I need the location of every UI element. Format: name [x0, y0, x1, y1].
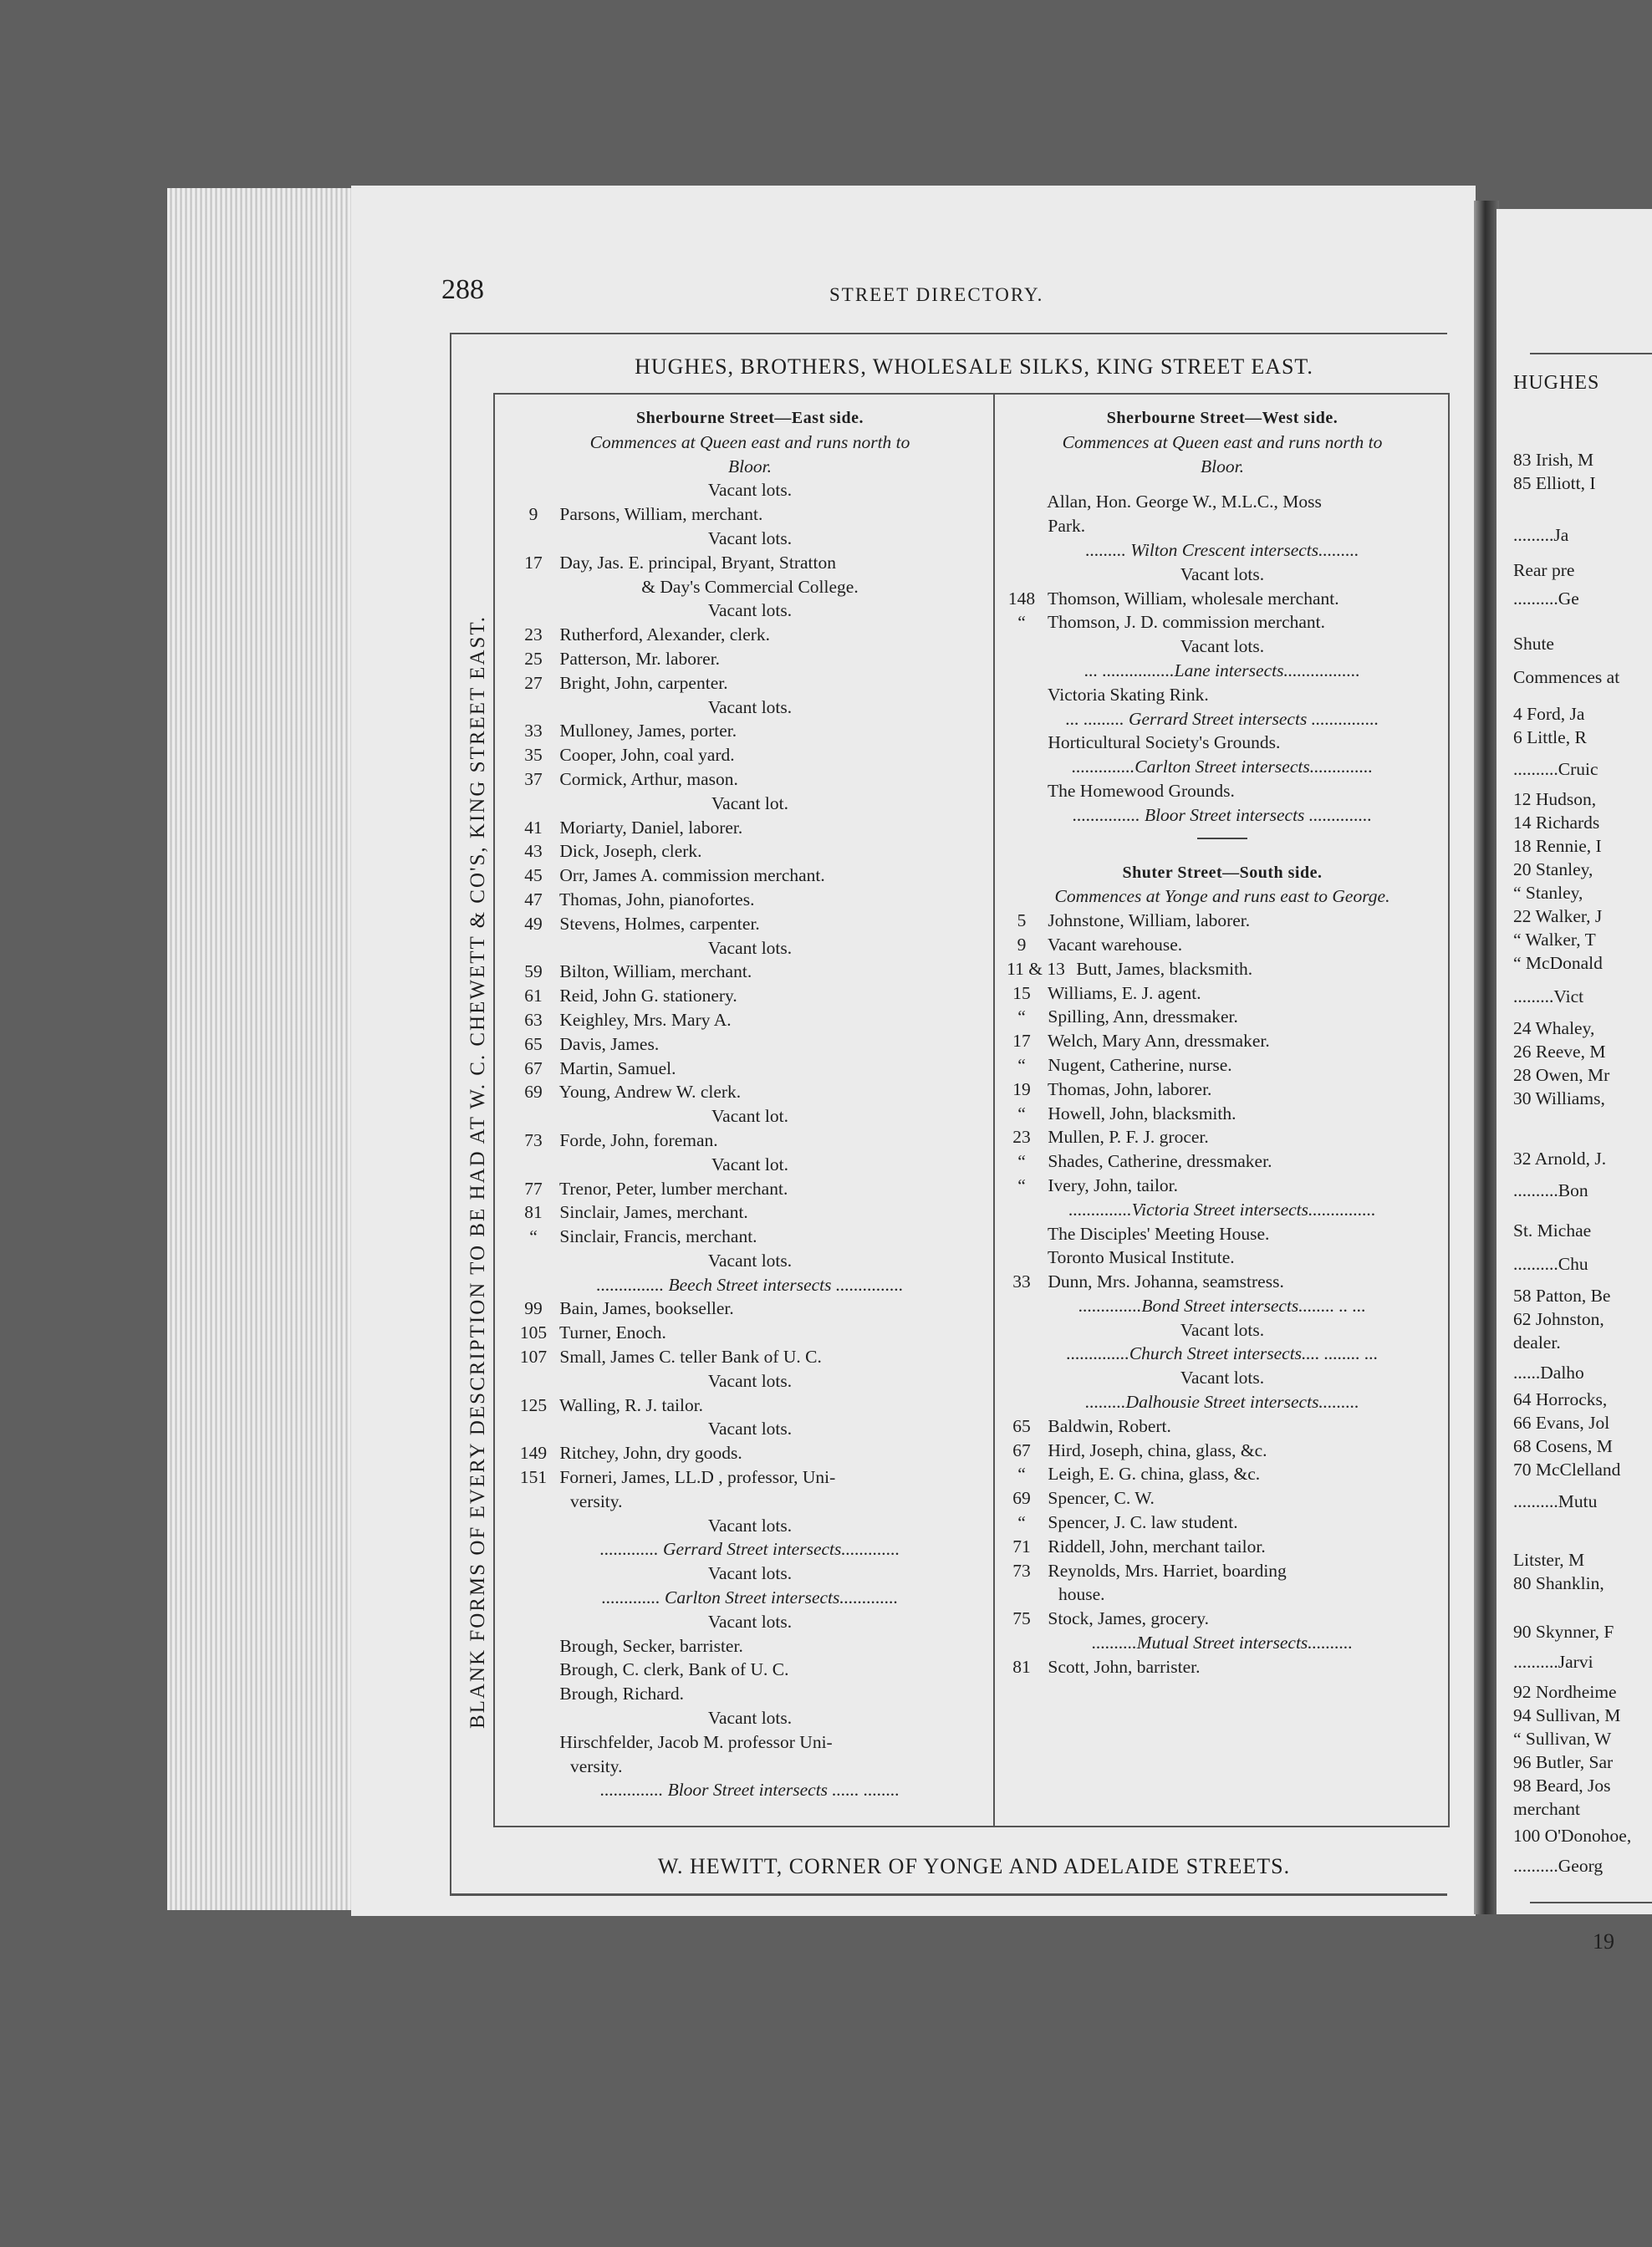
vacant-lot-line: Vacant lots.: [707, 480, 793, 501]
vacant-lot-line: & Day's Commercial College.: [641, 576, 859, 597]
intersection-line: ......... Wilton Crescent intersects.........: [1085, 539, 1359, 560]
intersection-line: ..............Church Street intersects.... ........ ...: [1066, 1343, 1379, 1364]
resident-name: Davis, James.: [555, 1033, 660, 1054]
continuation-line: versity.: [570, 1490, 623, 1511]
directory-entry: [512, 1080, 988, 1104]
intersection-line: .............. Bloor Street intersects ...... ........: [599, 1780, 900, 1801]
house-number: “: [529, 1226, 538, 1247]
adjacent-top-rule: [1530, 353, 1652, 354]
resident-name: Ritchey, John, dry goods.: [555, 1443, 742, 1464]
directory-entry: [1000, 1535, 1445, 1559]
house-number: 33: [524, 721, 543, 741]
directory-entry: [1000, 981, 1445, 1006]
adjacent-entry: ..........Chu: [1513, 1254, 1588, 1274]
house-number: 17: [524, 552, 543, 573]
house-number: 43: [524, 841, 543, 862]
resident-name: Nugent, Catherine, nurse.: [1043, 1054, 1232, 1075]
vacant-lot-line: Vacant lot.: [711, 792, 788, 813]
house-number: 11 & 13: [1007, 958, 1065, 979]
resident-name: Bain, James, bookseller.: [555, 1298, 734, 1319]
directory-entry: [512, 839, 988, 864]
adjacent-bottom-rule: [1530, 1902, 1652, 1903]
vacant-lot-line: Vacant lots.: [1180, 636, 1265, 657]
house-number: 69: [524, 1082, 543, 1103]
intersection-line: ... ................Lane intersects.................: [1084, 660, 1360, 680]
resident-name: The Homewood Grounds.: [1043, 780, 1235, 801]
resident-name: Martin, Samuel.: [555, 1057, 676, 1078]
directory-entry: [1000, 683, 1445, 707]
resident-name: Stevens, Holmes, carpenter.: [555, 913, 760, 934]
resident-name: Parsons, William, merchant.: [555, 504, 763, 525]
adjacent-entry: Shute: [1513, 634, 1554, 654]
right-entries-shuter: [1000, 909, 1445, 1679]
directory-entry: [512, 1441, 988, 1465]
street-intro-line: Commences at Queen east and runs north to: [589, 431, 910, 452]
vacant-lot-line: Vacant lot.: [711, 1154, 788, 1174]
adjacent-entry: 68 Cosens, M: [1513, 1436, 1613, 1456]
resident-name: Thomas, John, pianofortes.: [555, 889, 755, 910]
resident-name: Thomson, William, wholesale merchant.: [1043, 588, 1339, 609]
resident-name: Scott, John, barrister.: [1043, 1656, 1201, 1677]
directory-entry: [512, 1634, 988, 1658]
continuation-line: house.: [1058, 1584, 1105, 1605]
adjacent-entry: ..........Cruic: [1513, 759, 1598, 779]
house-number: 148: [1007, 588, 1036, 609]
house-number: 151: [519, 1467, 548, 1488]
directory-entry: [512, 1297, 988, 1321]
intersection-line: ..............Victoria Street intersects...............: [1068, 1199, 1376, 1220]
intersection-line: .........Dalhousie Street intersects.........: [1085, 1392, 1359, 1413]
resident-name: Forneri, James, LL.D , professor, Uni-: [555, 1467, 836, 1488]
directory-entry: [1000, 779, 1445, 803]
house-number: 81: [1012, 1656, 1031, 1677]
house-number: “: [1017, 1151, 1026, 1172]
house-number: 59: [524, 961, 543, 982]
resident-name: Turner, Enoch.: [555, 1322, 666, 1343]
house-number: 107: [519, 1347, 548, 1368]
adjacent-entry: 64 Horrocks,: [1513, 1389, 1608, 1409]
directory-entry: [512, 984, 988, 1008]
directory-entry: [512, 960, 988, 984]
resident-name: The Disciples' Meeting House.: [1043, 1223, 1270, 1244]
intersection-line: ..............Carlton Street intersects..............: [1072, 757, 1373, 777]
adjacent-entry: 96 Butler, Sar: [1513, 1752, 1614, 1772]
resident-name: Spencer, C. W.: [1043, 1488, 1155, 1509]
directory-entry: [1000, 1029, 1445, 1053]
resident-name: Vacant warehouse.: [1043, 934, 1183, 955]
adjacent-entry: 30 Williams,: [1513, 1088, 1605, 1108]
directory-entry: [1000, 1655, 1445, 1679]
resident-name: Mullen, P. F. J. grocer.: [1043, 1127, 1209, 1148]
house-number: “: [1017, 1174, 1026, 1195]
adjacent-entry: 90 Skynner, F: [1513, 1622, 1614, 1642]
house-number: 99: [524, 1298, 543, 1319]
directory-entry: [1000, 1414, 1445, 1439]
directory-entry: [512, 1177, 988, 1201]
vacant-lot-line: Vacant lots.: [707, 696, 793, 717]
resident-name: Williams, E. J. agent.: [1043, 982, 1201, 1003]
resident-name: Hirschfelder, Jacob M. professor Uni-: [555, 1731, 833, 1752]
directory-entry: [1000, 731, 1445, 755]
adjacent-entry: 94 Sullivan, M: [1513, 1705, 1621, 1725]
house-number: 37: [524, 768, 543, 789]
street-heading: Sherbourne Street—East side.: [636, 409, 864, 427]
directory-entry: [512, 647, 988, 671]
vacant-lot-line: Vacant lots.: [1180, 1368, 1265, 1388]
directory-entry: [1000, 1607, 1445, 1631]
house-number: 73: [1012, 1560, 1031, 1581]
adjacent-entry: 12 Hudson,: [1513, 789, 1597, 809]
street-heading: Sherbourne Street—West side.: [1106, 409, 1338, 427]
directory-entry: [512, 1129, 988, 1153]
house-number: 125: [519, 1394, 548, 1415]
intersection-line: ..............Bond Street intersects........ .. ...: [1078, 1295, 1366, 1316]
book-gutter: [1474, 201, 1499, 1914]
adjacent-entry: 26 Reeve, M: [1513, 1042, 1606, 1062]
section-rule: [1197, 838, 1247, 839]
resident-name: Horticultural Society's Grounds.: [1043, 732, 1281, 753]
house-number: 65: [1012, 1415, 1031, 1436]
directory-entry: [512, 864, 988, 888]
street-intro-line: Bloor.: [728, 456, 772, 476]
resident-name: Trenor, Peter, lumber merchant.: [555, 1178, 788, 1199]
resident-name: Brough, C. clerk, Bank of U. C.: [555, 1659, 789, 1680]
directory-entry: [512, 1200, 988, 1225]
directory-entry: [512, 1032, 988, 1057]
resident-name: Hird, Joseph, china, glass, &c.: [1043, 1439, 1267, 1460]
vacant-lot-line: Vacant lots.: [707, 1250, 793, 1271]
adjacent-entry: 22 Walker, J: [1513, 906, 1603, 926]
street-intro-line: Commences at Queen east and runs north to: [1062, 431, 1383, 452]
resident-name: Rutherford, Alexander, clerk.: [555, 624, 771, 645]
adjacent-entry: ..........Ge: [1513, 588, 1579, 609]
intersection-line: ............. Gerrard Street intersects.............: [599, 1539, 900, 1560]
house-number: “: [1017, 1006, 1026, 1027]
adjacent-entry: “ Sullivan, W: [1513, 1729, 1612, 1749]
directory-entry: [1000, 1511, 1445, 1535]
directory-entry: [512, 719, 988, 743]
resident-name: Forde, John, foreman.: [555, 1129, 718, 1150]
directory-entry: [512, 767, 988, 792]
resident-name: Brough, Secker, barrister.: [555, 1635, 743, 1656]
directory-entry: [1000, 1174, 1445, 1198]
adjacent-entry: “ Stanley,: [1513, 883, 1583, 903]
street-heading: Shuter Street—South side.: [1122, 863, 1323, 882]
directory-entry: [1000, 1462, 1445, 1486]
directory-entry: [1000, 1439, 1445, 1463]
directory-entry: [512, 1321, 988, 1345]
house-number: 17: [1012, 1031, 1031, 1052]
resident-name: Small, James C. teller Bank of U. C.: [555, 1347, 822, 1368]
directory-entry: [512, 888, 988, 912]
resident-name: Toronto Musical Institute.: [1043, 1247, 1235, 1268]
adjacent-entry: 6 Little, R: [1513, 727, 1587, 747]
house-number: 69: [1012, 1488, 1031, 1509]
adjacent-entry: 58 Patton, Be: [1513, 1286, 1611, 1306]
directory-entry: [512, 1225, 988, 1249]
directory-entry: [1000, 1125, 1445, 1149]
adjacent-entry: Rear pre: [1513, 560, 1575, 580]
house-number: “: [1017, 612, 1026, 633]
house-number: 105: [519, 1322, 548, 1343]
side-advert: BLANK FORMS OF EVERY DESCRIPTION TO BE HAD AT W. C. CHEWETT & CO'S, KING STREET EAST.: [467, 614, 489, 1730]
directory-entry: [512, 623, 988, 647]
directory-entry: [1000, 1486, 1445, 1511]
adjacent-entry: 14 Richards: [1513, 813, 1600, 833]
house-number: 61: [524, 986, 543, 1006]
adjacent-entry: ..........Georg: [1513, 1856, 1604, 1876]
resident-name: Howell, John, blacksmith.: [1043, 1103, 1236, 1124]
adjacent-page-number: 19: [1593, 1929, 1614, 1954]
directory-entry: [512, 1394, 988, 1418]
resident-name: Reid, John G. stationery.: [555, 986, 737, 1006]
house-number: 47: [524, 889, 543, 910]
adjacent-entry: 83 Irish, M: [1513, 450, 1594, 470]
house-number: 23: [1012, 1127, 1031, 1148]
adjacent-header: HUGHES: [1513, 372, 1600, 394]
directory-entry: [1000, 1149, 1445, 1174]
resident-name: Victoria Skating Rink.: [1043, 684, 1209, 705]
running-title: STREET DIRECTORY.: [829, 284, 1044, 305]
resident-name: Young, Andrew W. clerk.: [555, 1082, 742, 1103]
vacant-lot-line: Vacant lots.: [707, 600, 793, 621]
page-edges: [167, 188, 368, 1910]
directory-entry: [512, 551, 988, 575]
vacant-lot-line: Vacant lot.: [711, 1106, 788, 1127]
house-number: 35: [524, 745, 543, 766]
house-number: 73: [524, 1129, 543, 1150]
adjacent-entry: 100 O'Donohoe,: [1513, 1826, 1632, 1846]
resident-name: Walling, R. J. tailor.: [555, 1394, 704, 1415]
vacant-lot-line: Vacant lots.: [1180, 1319, 1265, 1340]
resident-name: Stock, James, grocery.: [1043, 1608, 1210, 1629]
house-number: “: [1017, 1103, 1026, 1124]
vacant-lot-line: Vacant lots.: [707, 1515, 793, 1536]
house-number: 9: [1017, 934, 1027, 955]
resident-name: Bilton, William, merchant.: [555, 961, 752, 982]
adjacent-entry: “ McDonald: [1513, 953, 1603, 973]
directory-entry: [512, 1730, 988, 1755]
house-number: 81: [524, 1202, 543, 1223]
vacant-lot-line: Vacant lots.: [707, 1708, 793, 1729]
directory-entry: [512, 502, 988, 527]
directory-entry: [1000, 610, 1445, 634]
directory-entry: [512, 1682, 988, 1706]
house-number: 19: [1012, 1078, 1031, 1099]
resident-name: Cormick, Arthur, mason.: [555, 768, 738, 789]
resident-name: Thomas, John, laborer.: [1043, 1078, 1212, 1099]
resident-name: Dick, Joseph, clerk.: [555, 841, 702, 862]
resident-name: Reynolds, Mrs. Harriet, boarding: [1043, 1560, 1287, 1581]
directory-entry: [1000, 1078, 1445, 1102]
intersection-line: ..........Mutual Street intersects..........: [1091, 1633, 1354, 1653]
resident-name: Dunn, Mrs. Johanna, seamstress.: [1043, 1271, 1284, 1292]
resident-name: Keighley, Mrs. Mary A.: [555, 1009, 732, 1030]
directory-entry: [1000, 933, 1445, 957]
adjacent-entry: ..........Mutu: [1513, 1491, 1598, 1511]
directory-entry: [1000, 957, 1445, 981]
column-separator: [993, 393, 995, 1826]
adjacent-entry: 80 Shanklin,: [1513, 1573, 1604, 1593]
house-number: 149: [519, 1443, 548, 1464]
resident-name: Bright, John, carpenter.: [555, 672, 728, 693]
house-number: 65: [524, 1033, 543, 1054]
directory-entry: [1000, 1270, 1445, 1294]
directory-entry: [1000, 587, 1445, 611]
advert-header: HUGHES, BROTHERS, WHOLESALE SILKS, KING STREET EAST.: [635, 354, 1313, 379]
adjacent-entry: 24 Whaley,: [1513, 1018, 1595, 1038]
resident-name: Leigh, E. G. china, glass, &c.: [1043, 1464, 1261, 1485]
adjacent-entry: .........Ja: [1513, 525, 1569, 545]
house-number: 75: [1012, 1608, 1031, 1629]
resident-name: Sinclair, James, merchant.: [555, 1202, 748, 1223]
directory-entry: [1000, 1222, 1445, 1246]
page-number: 288: [441, 274, 484, 305]
house-number: 25: [524, 648, 543, 669]
directory-entry: [1000, 909, 1445, 933]
advert-footer: W. HEWITT, CORNER OF YONGE AND ADELAIDE STREETS.: [657, 1854, 1291, 1878]
directory-entry: [512, 1345, 988, 1369]
house-number: 41: [524, 817, 543, 838]
directory-entry: [1000, 514, 1445, 538]
resident-name: Brough, Richard.: [555, 1684, 685, 1704]
resident-name: Spencer, J. C. law student.: [1043, 1512, 1238, 1533]
resident-name: Shades, Catherine, dressmaker.: [1043, 1151, 1272, 1172]
adjacent-entry: ..........Jarvi: [1513, 1652, 1593, 1672]
directory-entry: [512, 816, 988, 840]
house-number: 67: [524, 1057, 543, 1078]
adjacent-entry: 66 Evans, Jol: [1513, 1413, 1610, 1433]
resident-name: Thomson, J. D. commission merchant.: [1043, 612, 1326, 633]
house-number: 23: [524, 624, 543, 645]
directory-entry: [512, 1658, 988, 1682]
adjacent-entry: dealer.: [1513, 1332, 1561, 1353]
vacant-lot-line: Vacant lots.: [707, 1419, 793, 1439]
left-column: [512, 406, 988, 1802]
continuation-line: versity.: [570, 1755, 623, 1776]
house-number: 67: [1012, 1439, 1031, 1460]
street-intro-line: Bloor.: [1201, 456, 1244, 476]
right-column: [1000, 406, 1445, 1679]
adjacent-entry: 85 Elliott, I: [1513, 473, 1596, 493]
directory-entry: [512, 1008, 988, 1032]
vacant-lot-line: Vacant lots.: [707, 1370, 793, 1391]
house-number: “: [1017, 1054, 1026, 1075]
resident-name: Orr, James A. commission merchant.: [555, 865, 825, 886]
vacant-lot-line: Vacant lots.: [707, 937, 793, 958]
left-entries: [512, 478, 988, 1802]
resident-name: Butt, James, blacksmith.: [1072, 958, 1253, 979]
resident-name: Ivery, John, tailor.: [1043, 1174, 1179, 1195]
directory-entry: [512, 1057, 988, 1081]
intersection-line: ............... Beech Street intersects ...............: [596, 1274, 904, 1295]
adjacent-entry: ......Dalho: [1513, 1363, 1584, 1383]
adjacent-entry: “ Walker, T: [1513, 930, 1596, 950]
house-number: 9: [528, 504, 538, 525]
adjacent-entry: ..........Bon: [1513, 1180, 1588, 1200]
resident-name: Patterson, Mr. laborer.: [555, 648, 721, 669]
adjacent-entry: merchant: [1513, 1799, 1580, 1819]
adjacent-entry: 18 Rennie, I: [1513, 836, 1602, 856]
adjacent-entry: 92 Nordheime: [1513, 1682, 1617, 1702]
adjacent-entry: St. Michae: [1513, 1220, 1592, 1241]
adjacent-entry: Commences at: [1513, 667, 1620, 687]
house-number: “: [1017, 1512, 1026, 1533]
vacant-lot-line: Vacant lots.: [707, 1563, 793, 1584]
bottom-rule: [450, 1893, 1447, 1896]
intersection-line: ............. Carlton Street intersects.............: [601, 1587, 899, 1608]
resident-name: Baldwin, Robert.: [1043, 1415, 1171, 1436]
directory-entry: [512, 912, 988, 936]
right-entries-sherbourne: [1000, 490, 1445, 827]
house-number: 33: [1012, 1271, 1031, 1292]
adjacent-entry: 70 McClelland: [1513, 1460, 1621, 1480]
directory-entry: [1000, 1053, 1445, 1078]
resident-name: Park.: [1043, 516, 1086, 537]
directory-entry: [1000, 1102, 1445, 1126]
vacant-lot-line: Vacant lots.: [1180, 563, 1265, 584]
resident-name: Cooper, John, coal yard.: [555, 745, 735, 766]
directory-entry: [512, 671, 988, 696]
intersection-line: ... ......... Gerrard Street intersects ...............: [1065, 708, 1379, 729]
resident-name: Riddell, John, merchant tailor.: [1043, 1536, 1266, 1557]
house-number: 63: [524, 1009, 543, 1030]
resident-name: Moriarty, Daniel, laborer.: [555, 817, 743, 838]
street-intro-line: Commences at Yonge and runs east to George.: [1054, 886, 1390, 907]
resident-name: Allan, Hon. George W., M.L.C., Moss: [1043, 492, 1322, 512]
house-number: 5: [1017, 910, 1027, 931]
resident-name: Johnstone, William, laborer.: [1043, 910, 1251, 931]
resident-name: Spilling, Ann, dressmaker.: [1043, 1006, 1238, 1027]
directory-entry: [512, 743, 988, 767]
adjacent-entry: .........Vict: [1513, 986, 1584, 1006]
adjacent-entry: 4 Ford, Ja: [1513, 704, 1585, 724]
resident-name: Mulloney, James, porter.: [555, 721, 737, 741]
directory-entry: [1000, 1559, 1445, 1583]
resident-name: Day, Jas. E. principal, Bryant, Stratton: [555, 552, 836, 573]
house-number: “: [1017, 1464, 1026, 1485]
adjacent-entry: 28 Owen, Mr: [1513, 1065, 1610, 1085]
adjacent-entry: 20 Stanley,: [1513, 859, 1593, 879]
adjacent-entry: 62 Johnston,: [1513, 1309, 1604, 1329]
directory-entry: [1000, 1005, 1445, 1029]
vacant-lot-line: Vacant lots.: [707, 1611, 793, 1632]
adjacent-entry: 98 Beard, Jos: [1513, 1776, 1611, 1796]
house-number: 45: [524, 865, 543, 886]
directory-entry: [1000, 1246, 1445, 1270]
adjacent-entry: 32 Arnold, J.: [1513, 1149, 1607, 1169]
house-number: 49: [524, 913, 543, 934]
vacant-lot-line: Vacant lots.: [707, 527, 793, 548]
house-number: 27: [524, 672, 543, 693]
house-number: 71: [1012, 1536, 1031, 1557]
resident-name: Sinclair, Francis, merchant.: [555, 1226, 757, 1247]
adjacent-entry: Litster, M: [1513, 1550, 1585, 1570]
resident-name: Welch, Mary Ann, dressmaker.: [1043, 1031, 1270, 1052]
directory-entry: [1000, 490, 1445, 514]
house-number: 77: [524, 1178, 543, 1199]
directory-entry: [512, 1465, 988, 1490]
intersection-line: ............... Bloor Street intersects ..............: [1072, 804, 1373, 825]
house-number: 15: [1012, 982, 1031, 1003]
